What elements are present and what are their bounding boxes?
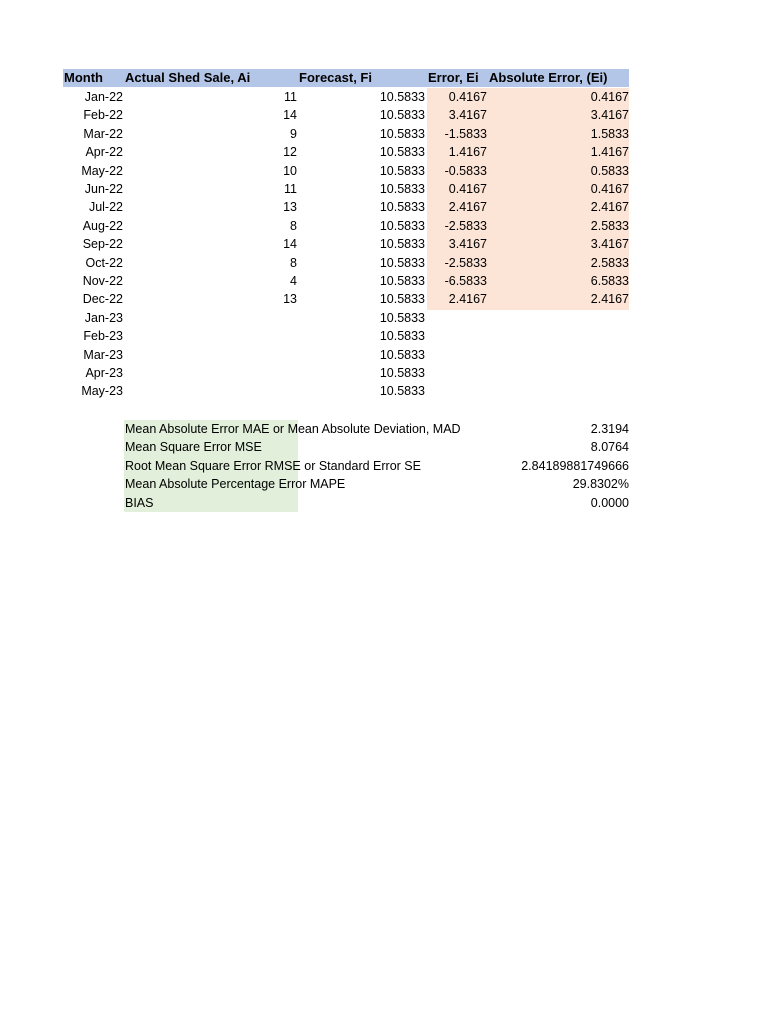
- cell-forecast[interactable]: 10.5833: [379, 292, 425, 307]
- cell-month[interactable]: Oct-22: [85, 255, 123, 270]
- cell-actual[interactable]: 14: [283, 237, 297, 252]
- cell-forecast[interactable]: 10.5833: [379, 108, 425, 123]
- cell-forecast[interactable]: 10.5833: [379, 366, 425, 380]
- cell-month[interactable]: Jul-22: [88, 200, 123, 215]
- cell-error[interactable]: 0.4167: [448, 90, 487, 104]
- header-actual[interactable]: Actual Shed Sale, Ai: [125, 70, 251, 85]
- cell-actual[interactable]: [217, 364, 297, 382]
- cell-month[interactable]: Aug-22: [82, 218, 123, 233]
- cell-month[interactable]: Sep-22: [82, 237, 123, 252]
- cell-error[interactable]: 3.4167: [448, 108, 487, 123]
- cell-absolute-error[interactable]: 0.4167: [590, 90, 629, 104]
- header-error[interactable]: Error, Ei: [428, 70, 479, 85]
- summary-value[interactable]: 0.0000: [590, 495, 629, 510]
- cell-absolute-error[interactable]: 0.5833: [590, 163, 629, 178]
- cell-absolute-error[interactable]: [509, 309, 629, 327]
- cell-error[interactable]: -2.5833: [444, 255, 487, 270]
- cell-error[interactable]: -1.5833: [444, 126, 487, 141]
- cell-actual[interactable]: [217, 327, 297, 345]
- cell-month[interactable]: May-22: [81, 163, 123, 178]
- cell-actual[interactable]: 4: [290, 274, 297, 288]
- cell-forecast[interactable]: 10.5833: [379, 182, 425, 196]
- cell-month[interactable]: Jan-23: [84, 310, 123, 325]
- cell-absolute-error[interactable]: [509, 346, 629, 364]
- cell-error[interactable]: 2.4167: [448, 292, 487, 307]
- summary-value[interactable]: 2.3194: [590, 422, 629, 436]
- cell-actual[interactable]: 10: [283, 163, 297, 178]
- cell-forecast[interactable]: 10.5833: [379, 126, 425, 141]
- cell-absolute-error[interactable]: 3.4167: [590, 237, 629, 252]
- cell-month[interactable]: Feb-23: [83, 329, 123, 344]
- cell-actual[interactable]: 14: [283, 108, 297, 123]
- cell-forecast[interactable]: 10.5833: [379, 274, 425, 288]
- cell-month[interactable]: Jan-22: [84, 90, 123, 104]
- header-absolute-error[interactable]: Absolute Error, (Ei): [489, 70, 608, 85]
- cell-absolute-error[interactable]: [509, 327, 629, 345]
- cell-error[interactable]: -2.5833: [444, 218, 487, 233]
- summary-label[interactable]: Mean Absolute Error MAE or Mean Absolute Deviation, MAD: [125, 422, 461, 436]
- cell-error[interactable]: [429, 327, 487, 345]
- cell-actual[interactable]: 8: [290, 255, 297, 270]
- cell-absolute-error[interactable]: 0.4167: [590, 182, 629, 196]
- cell-forecast[interactable]: 10.5833: [379, 218, 425, 233]
- header-forecast[interactable]: Forecast, Fi: [299, 70, 372, 85]
- summary-value[interactable]: 8.0764: [590, 440, 629, 455]
- summary-label[interactable]: Mean Square Error MSE: [125, 440, 262, 455]
- cell-forecast[interactable]: 10.5833: [379, 310, 425, 325]
- cell-error[interactable]: [429, 346, 487, 364]
- summary-label[interactable]: BIAS: [125, 495, 154, 510]
- cell-absolute-error[interactable]: 2.5833: [590, 218, 629, 233]
- cell-error[interactable]: -6.5833: [444, 274, 487, 288]
- cell-month[interactable]: Apr-22: [85, 145, 123, 160]
- cell-actual[interactable]: 8: [290, 218, 297, 233]
- cell-actual[interactable]: 11: [284, 90, 297, 104]
- summary-value[interactable]: 29.8302%: [572, 477, 629, 492]
- cell-month[interactable]: Mar-22: [83, 126, 123, 141]
- cell-absolute-error[interactable]: 6.5833: [590, 274, 629, 288]
- cell-month[interactable]: Feb-22: [83, 108, 123, 123]
- cell-error[interactable]: [429, 309, 487, 327]
- header-month[interactable]: Month: [64, 70, 103, 85]
- summary-label[interactable]: Root Mean Square Error RMSE or Standard Error SE: [125, 458, 421, 473]
- cell-forecast[interactable]: 10.5833: [379, 237, 425, 252]
- cell-error[interactable]: 2.4167: [448, 200, 487, 215]
- cell-forecast[interactable]: 10.5833: [379, 90, 425, 104]
- summary-value[interactable]: 2.84189881749666: [521, 458, 629, 473]
- summary-label[interactable]: Mean Absolute Percentage Error MAPE: [125, 477, 346, 492]
- cell-actual[interactable]: 11: [284, 182, 297, 196]
- cell-actual[interactable]: [217, 382, 297, 400]
- cell-month[interactable]: May-23: [81, 384, 123, 399]
- cell-actual[interactable]: [217, 309, 297, 327]
- cell-error[interactable]: 1.4167: [448, 145, 487, 160]
- cell-forecast[interactable]: 10.5833: [379, 200, 425, 215]
- cell-error[interactable]: 0.4167: [448, 182, 487, 196]
- cell-month[interactable]: Dec-22: [82, 292, 123, 307]
- cell-forecast[interactable]: 10.5833: [379, 347, 425, 362]
- cell-month[interactable]: Nov-22: [82, 274, 123, 288]
- cell-error[interactable]: 3.4167: [448, 237, 487, 252]
- cell-forecast[interactable]: 10.5833: [379, 384, 425, 399]
- cell-actual[interactable]: 12: [283, 145, 297, 160]
- cell-forecast[interactable]: 10.5833: [379, 163, 425, 178]
- cell-forecast[interactable]: 10.5833: [379, 329, 425, 344]
- cell-error[interactable]: [429, 382, 487, 400]
- cell-absolute-error[interactable]: 3.4167: [590, 108, 629, 123]
- cell-absolute-error[interactable]: [509, 382, 629, 400]
- cell-actual[interactable]: 13: [283, 292, 297, 307]
- cell-absolute-error[interactable]: 1.4167: [590, 145, 629, 160]
- cell-absolute-error[interactable]: [509, 364, 629, 382]
- cell-error[interactable]: [429, 364, 487, 382]
- cell-actual[interactable]: 13: [283, 200, 297, 215]
- cell-month[interactable]: Mar-23: [83, 347, 123, 362]
- cell-actual[interactable]: 9: [290, 126, 297, 141]
- cell-absolute-error[interactable]: 2.4167: [590, 200, 629, 215]
- cell-absolute-error[interactable]: 2.4167: [590, 292, 629, 307]
- cell-actual[interactable]: [217, 346, 297, 364]
- cell-error[interactable]: -0.5833: [444, 163, 487, 178]
- cell-absolute-error[interactable]: 2.5833: [590, 255, 629, 270]
- cell-forecast[interactable]: 10.5833: [379, 255, 425, 270]
- cell-month[interactable]: Jun-22: [84, 182, 123, 196]
- cell-absolute-error[interactable]: 1.5833: [590, 126, 629, 141]
- cell-forecast[interactable]: 10.5833: [379, 145, 425, 160]
- cell-month[interactable]: Apr-23: [85, 366, 123, 380]
